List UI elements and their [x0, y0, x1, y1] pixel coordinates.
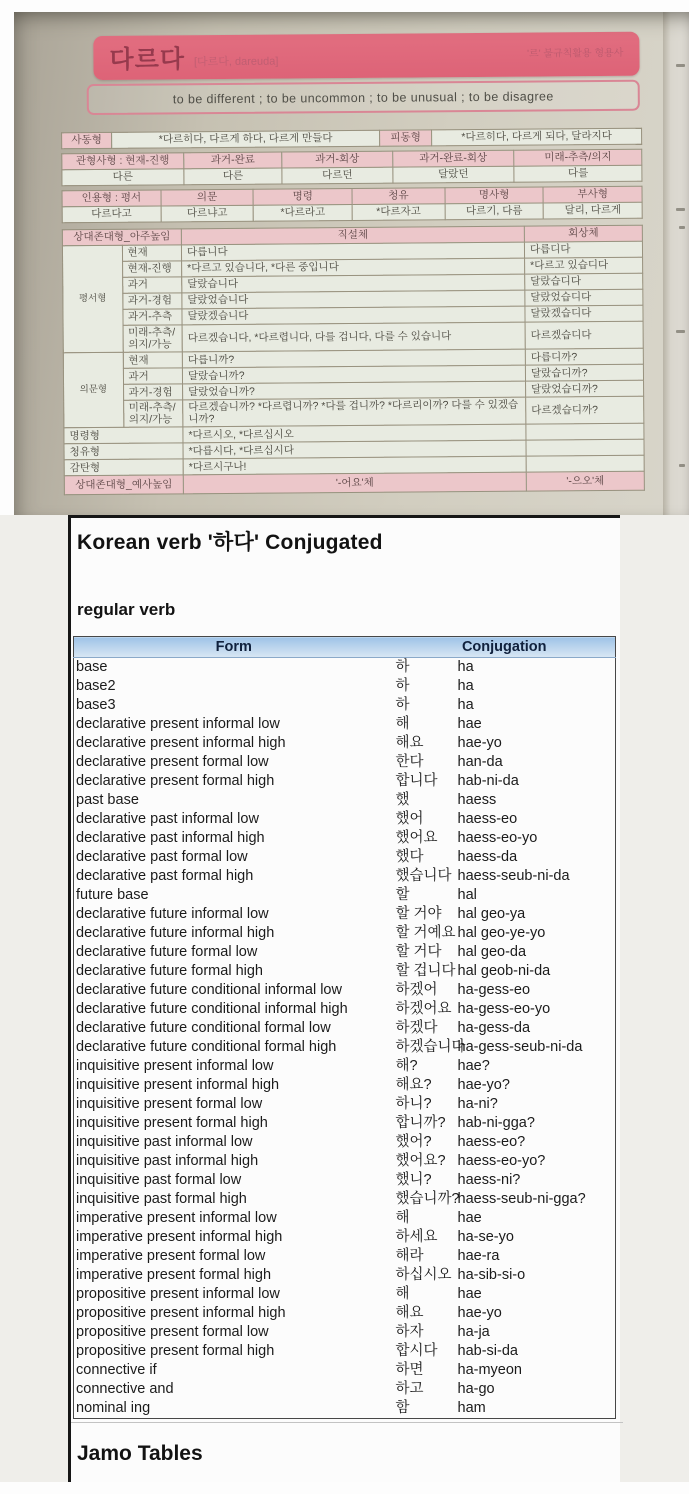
conjugation-row: [74, 791, 616, 810]
form-cell: inquisitive past informal high: [76, 1153, 259, 1169]
form-cell: declarative present formal high: [76, 773, 275, 789]
direct-style-cell: 다르겠습니다, *다르렵니다, 다를 겁니다, 다를 수 있습니다: [182, 322, 525, 352]
form-cell: inquisitive present informal low: [76, 1058, 274, 1074]
hangul-cell: 할 거야: [395, 906, 442, 922]
romanization-cell: haess-eo-yo: [457, 830, 538, 846]
romanization-cell: ha: [457, 697, 474, 713]
conjugation-row: [74, 1171, 616, 1190]
hangul-cell: 해요: [395, 1305, 424, 1321]
causative-label: 사동형: [62, 132, 112, 148]
form-cell: declarative future conditional formal low: [76, 1020, 331, 1036]
footer-eoyo: '-어요'체: [183, 472, 526, 494]
quotative-value: 달리, 다르게: [543, 202, 642, 219]
conjugation-row: [74, 962, 616, 981]
form-cell: declarative present formal low: [76, 754, 269, 770]
row-label: 현재: [123, 352, 183, 368]
conjugation-row: [74, 658, 616, 678]
conjugation-row: [74, 867, 616, 886]
conjugation-row: [74, 1380, 616, 1399]
conjugation-row: [74, 1247, 616, 1266]
hangul-cell: 할: [395, 887, 410, 903]
conjugation-table: [73, 636, 616, 1419]
quotative-header: 인용형 : 평서: [62, 190, 161, 207]
conjugation-row: [74, 1057, 616, 1076]
romanization-cell: ha-go: [457, 1381, 495, 1397]
retrospective-cell: 달랐습디까?: [525, 364, 643, 381]
form-cell: declarative future conditional informal high: [76, 1001, 348, 1017]
conjugation-row: [74, 1228, 616, 1247]
retrospective-cell: 달랐었습디까?: [526, 380, 644, 397]
adnominal-header: 과거-회상: [282, 151, 392, 168]
romanization-cell: haess-seub-ni-da: [457, 868, 570, 884]
row-label: 과거-경험: [123, 384, 183, 400]
hangul-cell: 하니?: [395, 1096, 432, 1112]
romanization-cell: ham: [457, 1400, 486, 1416]
hangul-cell: 합니까?: [395, 1115, 446, 1131]
romanization-cell: haess-eo: [457, 811, 518, 827]
conjugation-row: [74, 829, 616, 848]
romanization-cell: haess-eo?: [457, 1134, 526, 1150]
hangul-cell: 합니다: [395, 773, 438, 789]
romanization-cell: ha-se-yo: [457, 1229, 514, 1245]
form-cell: base3: [76, 697, 116, 713]
romanization-cell: hae-ra: [457, 1248, 500, 1264]
direct-style-cell: 다르겠습니까? *다르렵니까? *다를 겁니까? *다르리이까? 다를 수 있겠습니까?: [183, 397, 526, 427]
direct-style-cell: *다르고 있습니다, *다른 중입니다: [182, 258, 525, 277]
form-cell: connective if: [76, 1362, 157, 1378]
hangul-cell: 했습니다: [395, 868, 452, 884]
dictionary-photo: [14, 12, 689, 515]
romanization-cell: haess: [457, 792, 497, 808]
hangul-cell: 함: [395, 1400, 410, 1416]
romanization-cell: ha-myeon: [457, 1362, 522, 1378]
direct-style-cell: 달랐습니까?: [182, 365, 525, 384]
article-region: [0, 515, 689, 1482]
passive-label: 피동형: [380, 130, 432, 146]
hangul-cell: 해요?: [395, 1077, 432, 1093]
romanization-cell: hal: [457, 887, 477, 903]
adnominal-value: 다른: [184, 168, 283, 185]
hangul-cell: 하십시오: [395, 1267, 452, 1283]
conjugation-row: [74, 1152, 616, 1171]
conjugation-row: [74, 1000, 616, 1019]
row-label: 과거: [122, 277, 182, 293]
conjugation-row: [74, 1019, 616, 1038]
form-cell: declarative past formal low: [76, 849, 248, 865]
form-cell: past base: [76, 792, 139, 808]
article-panel: [68, 515, 620, 1482]
row-label: 과거-경험: [122, 293, 182, 309]
direct-style-cell: *다르시오, *다르십시오: [183, 424, 526, 443]
verb-class-note: '르' 불규칙활용 형용사: [527, 47, 624, 60]
hangul-cell: 할 거예요: [395, 925, 456, 941]
hangul-cell: 하: [395, 697, 410, 713]
hangul-cell: 했다: [395, 849, 424, 865]
quotative-value: 다르기, 다름: [445, 203, 544, 220]
form-cell: future base: [76, 887, 149, 903]
romanization-cell: haess-eo-yo?: [457, 1153, 546, 1169]
adnominal-header: 관형사형 : 현재-진행: [62, 153, 184, 170]
conjugation-column-header: Conjugation: [394, 637, 616, 658]
hangul-cell: 하겠어요: [395, 1001, 452, 1017]
form-cell: declarative present informal low: [76, 716, 280, 732]
romanization-cell: ha: [457, 659, 474, 675]
conjugation-row: [74, 924, 616, 943]
headword: 다르다: [109, 45, 186, 74]
honorific-conjugation-table: [62, 225, 645, 496]
hangul-cell: 할 겁니다: [395, 963, 456, 979]
direct-style-cell: *다릅시다, *다르십시다: [183, 440, 526, 459]
conjugation-row: [74, 943, 616, 962]
form-cell: base2: [76, 678, 116, 694]
retrospective-cell: 달랐습디다: [525, 273, 643, 290]
retrospective-cell: [526, 423, 644, 440]
hangul-cell: 했니?: [395, 1172, 432, 1188]
romanization-cell: ha-sib-si-o: [457, 1267, 526, 1283]
romanization-cell: ha-ni?: [457, 1096, 498, 1112]
hangul-cell: 할 거다: [395, 944, 442, 960]
retrospective-cell: 다르겠습디까?: [526, 396, 644, 424]
conjugation-row: [74, 848, 616, 867]
form-cell: propositive present formal low: [76, 1324, 269, 1340]
causative-value: *다르히다, 다르게 하다, 다르게 만들다: [112, 130, 380, 148]
page-title: Korean verb '하다' Conjugated: [77, 531, 383, 554]
romanization-cell: hae-yo: [457, 735, 502, 751]
quotative-header: 의문: [161, 189, 254, 206]
declarative-group-label: 평서형: [62, 245, 122, 353]
romanization-cell: hae: [457, 716, 482, 732]
quotative-value: 다르다고: [62, 206, 161, 223]
honorific-header: 상대존대형_아주높임: [62, 229, 181, 246]
romanization-cell: hae-yo: [457, 1305, 502, 1321]
form-cell: declarative present informal high: [76, 735, 286, 751]
adnominal-value: 다를: [514, 165, 642, 182]
hangul-cell: 했어: [395, 811, 424, 827]
direct-style-cell: 달랐겠습니다: [182, 306, 525, 325]
romanization-cell: hal geo-da: [457, 944, 527, 960]
hangul-cell: 하: [395, 659, 410, 675]
table-underline: [71, 1422, 623, 1423]
conjugation-row: [74, 1038, 616, 1057]
hangul-cell: 합시다: [395, 1343, 438, 1359]
romanization-cell: hae: [457, 1210, 482, 1226]
quotative-value: *다르자고: [352, 204, 445, 221]
row-label: 미래-추측/의지/가능: [123, 325, 183, 353]
romanization-cell: hae: [457, 1286, 482, 1302]
form-cell: declarative future formal high: [76, 963, 263, 979]
form-cell: imperative present formal low: [76, 1248, 266, 1264]
hangul-cell: 해: [395, 1210, 410, 1226]
headword-romanization: [다르다, dareuda]: [193, 55, 279, 69]
form-cell: propositive present informal low: [76, 1286, 280, 1302]
romanization-cell: ha-gess-eo-yo: [457, 1001, 551, 1017]
conjugation-row: [74, 1361, 616, 1380]
hangul-cell: 했어요?: [395, 1153, 446, 1169]
retrospective-cell: 다릅디까?: [525, 348, 643, 365]
hangul-cell: 하겠어: [395, 982, 438, 998]
row-label: 과거: [123, 368, 183, 384]
form-column-header: Form: [74, 637, 394, 658]
conjugation-row: [74, 1209, 616, 1228]
hangul-cell: 해: [395, 716, 410, 732]
hangul-cell: 하: [395, 678, 410, 694]
definition-text: to be different ; to be uncommon ; to be unusual ; to be disagree: [172, 88, 554, 106]
form-cell: inquisitive past informal low: [76, 1134, 253, 1150]
conjugation-row: [74, 715, 616, 734]
form-cell: propositive present informal high: [76, 1305, 286, 1321]
hangul-cell: 했습니까?: [395, 1191, 460, 1207]
hangul-cell: 하면: [395, 1362, 424, 1378]
row-label: 미래-추측/의지/가능: [123, 400, 183, 428]
quotative-header: 명사형: [445, 187, 544, 204]
form-cell: declarative past informal high: [76, 830, 265, 846]
form-cell: declarative future conditional formal high: [76, 1039, 337, 1055]
conjugation-row: [74, 1399, 616, 1419]
conjugation-row: [74, 1190, 616, 1209]
romanization-cell: ha-ja: [457, 1324, 490, 1340]
conjugation-row: [74, 1285, 616, 1304]
romanization-cell: hal geo-ya: [457, 906, 526, 922]
conjugation-row: [74, 677, 616, 696]
conjugation-row: [74, 772, 616, 791]
hangul-cell: 해라: [395, 1248, 424, 1264]
direct-style-cell: *다르시구나!: [183, 456, 526, 475]
hangul-cell: 해: [395, 1286, 410, 1302]
retrospective-cell: *다르고 있습디다: [525, 257, 643, 274]
retrospective-cell: [526, 455, 644, 472]
direct-style-cell: 달랐습니다: [182, 274, 525, 293]
adnominal-value: 다른: [62, 169, 184, 186]
form-cell: declarative past informal low: [76, 811, 259, 827]
conjugation-row: [74, 1133, 616, 1152]
exclamatory-label: 감탄형: [64, 459, 183, 476]
form-cell: inquisitive past formal low: [76, 1172, 242, 1188]
direct-style-cell: 다릅니다: [181, 242, 524, 261]
retrospective-cell: 달랐었습디다: [525, 289, 643, 306]
adnominal-header: 과거-완료-회상: [392, 150, 514, 167]
hangul-cell: 했: [395, 792, 410, 808]
conjugation-row: [74, 1076, 616, 1095]
propositive-label: 청유형: [64, 443, 183, 460]
romanization-cell: hae-yo?: [457, 1077, 510, 1093]
conjugation-row: [74, 1095, 616, 1114]
honorific-header: 회상체: [524, 225, 642, 242]
voice-table: [61, 128, 642, 150]
form-cell: inquisitive present formal high: [76, 1115, 268, 1131]
definition-box: [87, 80, 640, 115]
hangul-cell: 하세요: [395, 1229, 438, 1245]
romanization-cell: hab-ni-da: [457, 773, 519, 789]
adnominal-header: 미래-추측/의지: [514, 149, 642, 166]
form-cell: propositive present formal high: [76, 1343, 275, 1359]
footer-euo: '-으오'체: [526, 471, 644, 491]
form-cell: imperative present informal low: [76, 1210, 277, 1226]
conjugation-row: [74, 886, 616, 905]
conjugation-row: [74, 981, 616, 1000]
retrospective-cell: [526, 439, 644, 456]
quotative-table: [62, 186, 643, 224]
hangul-cell: 해요: [395, 735, 424, 751]
form-cell: inquisitive past formal high: [76, 1191, 247, 1207]
adnominal-header: 과거-완료: [184, 152, 283, 169]
hangul-cell: 했어?: [395, 1134, 432, 1150]
row-label: 과거-추측: [122, 309, 182, 325]
conjugation-rows: [74, 658, 616, 1419]
retrospective-cell: 다르겠습디다: [525, 321, 643, 349]
romanization-cell: ha-gess-da: [457, 1020, 531, 1036]
entry-header-bar: [93, 32, 639, 80]
conjugation-row: [74, 696, 616, 715]
conjugation-row: [74, 1342, 616, 1361]
hangul-cell: 해?: [395, 1058, 418, 1074]
retrospective-cell: 달랐겠습디다: [525, 305, 643, 322]
direct-style-cell: 달랐었습니다: [182, 290, 525, 309]
conjugation-row: [74, 753, 616, 772]
romanization-cell: han-da: [457, 754, 503, 770]
quotative-header: 청유: [352, 188, 445, 205]
row-label: 현재-진행: [122, 261, 182, 277]
romanization-cell: hab-si-da: [457, 1343, 518, 1359]
row-label: 현재: [122, 245, 182, 261]
direct-style-cell: 달랐었습니까?: [183, 381, 526, 400]
conjugation-row: [74, 1323, 616, 1342]
romanization-cell: hal geo-ye-yo: [457, 925, 546, 941]
quotative-header: 부사형: [543, 186, 642, 203]
hangul-cell: 했어요: [395, 830, 438, 846]
form-cell: declarative future conditional informal low: [76, 982, 342, 998]
conjugation-row: [74, 810, 616, 829]
romanization-cell: haess-ni?: [457, 1172, 521, 1188]
form-cell: base: [76, 659, 108, 675]
imperative-label: 명령형: [64, 427, 183, 444]
conjugation-row: [74, 734, 616, 753]
honorific-header: 직설체: [181, 226, 524, 245]
passive-value: *다르히다, 다르게 되다, 달라지다: [432, 128, 642, 146]
romanization-cell: ha-gess-eo: [457, 982, 531, 998]
hangul-cell: 하겠습니다: [395, 1039, 466, 1055]
conjugation-row: [74, 1304, 616, 1323]
form-cell: inquisitive present formal low: [76, 1096, 263, 1112]
romanization-cell: haess-da: [457, 849, 518, 865]
form-cell: declarative future informal high: [76, 925, 275, 941]
romanization-cell: hab-ni-gga?: [457, 1115, 535, 1131]
form-cell: declarative future formal low: [76, 944, 258, 960]
form-cell: inquisitive present informal high: [76, 1077, 280, 1093]
romanization-cell: hae?: [457, 1058, 490, 1074]
hangul-cell: 하고: [395, 1381, 424, 1397]
adnominal-value: 달랐던: [392, 166, 514, 183]
section-heading-regular-verb: regular verb: [77, 600, 176, 619]
footer-label: 상대존대형_예사높임: [64, 475, 183, 495]
romanization-cell: ha: [457, 678, 474, 694]
adnominal-table: [61, 149, 642, 187]
form-cell: declarative future informal low: [76, 906, 269, 922]
direct-style-cell: 다릅니까?: [182, 349, 525, 368]
form-cell: imperative present formal high: [76, 1267, 272, 1283]
quotative-value: *다르라고: [254, 204, 353, 221]
form-cell: declarative past formal high: [76, 868, 254, 884]
section-heading-jamo-tables: Jamo Tables: [77, 1442, 203, 1465]
form-cell: imperative present informal high: [76, 1229, 283, 1245]
romanization-cell: hal geob-ni-da: [457, 963, 551, 979]
hangul-cell: 한다: [395, 754, 424, 770]
adnominal-value: 다르던: [282, 167, 392, 184]
form-cell: nominal ing: [76, 1400, 151, 1416]
romanization-cell: haess-seub-ni-gga?: [457, 1191, 586, 1207]
hangul-cell: 하자: [395, 1324, 424, 1340]
interrogative-group-label: 의문형: [63, 352, 123, 428]
retrospective-cell: 다릅디다: [524, 241, 642, 258]
romanization-cell: ha-gess-seub-ni-da: [457, 1039, 583, 1055]
conjugation-row: [74, 1114, 616, 1133]
conjugation-row: [74, 1266, 616, 1285]
quotative-value: 다르냐고: [161, 205, 254, 222]
form-cell: connective and: [76, 1381, 174, 1397]
hangul-cell: 하겠다: [395, 1020, 438, 1036]
quotative-header: 명령: [253, 188, 352, 205]
conjugation-row: [74, 905, 616, 924]
